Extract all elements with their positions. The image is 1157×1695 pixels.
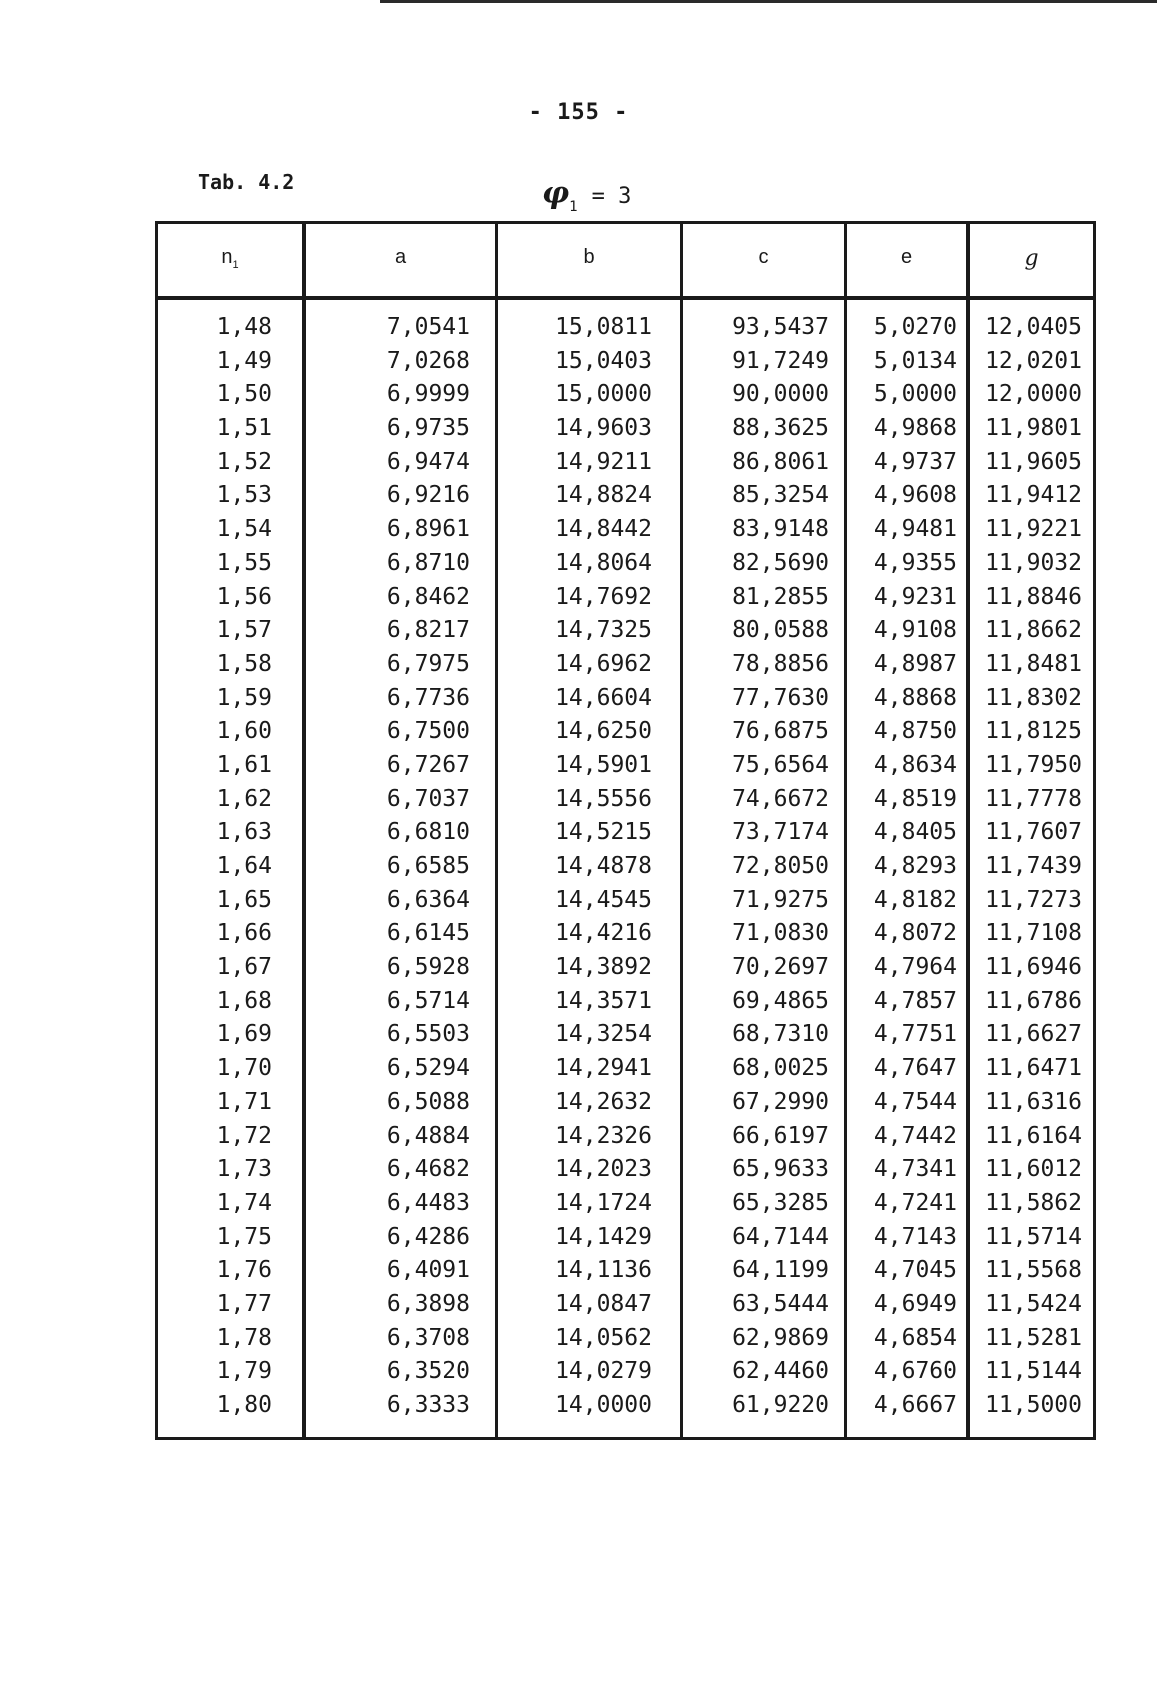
cell-e: 4,9608 [873, 482, 957, 509]
cell-e: 4,7544 [873, 1088, 957, 1115]
cell-b: 14,4216 [555, 920, 652, 947]
cell-c: 78,8856 [732, 650, 829, 677]
cell-a: 7,0268 [386, 347, 470, 374]
cell-e: 4,6760 [873, 1358, 957, 1385]
cell-n1: 1,72 [216, 1122, 272, 1149]
cell-g: 11,6471 [985, 1055, 1082, 1082]
cell-n1: 1,80 [216, 1392, 272, 1418]
cell-g: 11,6316 [985, 1088, 1082, 1115]
cell-e: 4,7341 [873, 1156, 957, 1183]
table-row [158, 1121, 1093, 1155]
cell-n1: 1,76 [216, 1257, 272, 1284]
cell-b: 14,8824 [555, 482, 652, 509]
cell-c: 91,7249 [732, 347, 829, 374]
cell-n1: 1,64 [216, 853, 272, 879]
cell-b: 14,3892 [555, 954, 652, 981]
cell-a: 6,9999 [386, 381, 470, 408]
cell-c: 83,9148 [732, 516, 829, 543]
cell-n1: 1,73 [216, 1156, 272, 1183]
cell-b: 14,0279 [555, 1358, 652, 1385]
cell-a: 6,8710 [386, 549, 470, 576]
cell-g: 12,0201 [985, 347, 1082, 374]
table-row [158, 346, 1093, 380]
cell-e: 4,9108 [873, 617, 957, 644]
cell-g: 11,5714 [985, 1223, 1082, 1250]
cell-e: 4,8293 [873, 853, 957, 879]
cell-g: 11,6012 [985, 1156, 1082, 1183]
cell-b: 14,3254 [555, 1021, 652, 1048]
cell-a: 7,0541 [386, 314, 470, 340]
cell-n1: 1,71 [216, 1088, 272, 1115]
cell-b: 14,1136 [555, 1257, 652, 1284]
cell-b: 14,5901 [555, 751, 652, 778]
cell-e: 4,7857 [873, 987, 957, 1014]
cell-n1: 1,69 [216, 1021, 272, 1048]
table-row [158, 750, 1093, 784]
cell-e: 5,0270 [873, 314, 957, 340]
cell-c: 81,2855 [732, 583, 829, 610]
cell-b: 14,4878 [555, 853, 652, 879]
cell-b: 14,0847 [555, 1290, 652, 1317]
cell-a: 6,8462 [386, 583, 470, 610]
header-rule [158, 296, 1093, 300]
cell-a: 6,3520 [386, 1358, 470, 1385]
table-row [158, 1356, 1093, 1390]
cell-n1: 1,49 [216, 347, 272, 374]
cell-e: 4,7647 [873, 1055, 957, 1082]
cell-g: 11,8662 [985, 617, 1082, 644]
cell-c: 85,3254 [732, 482, 829, 509]
cell-a: 6,6364 [386, 886, 470, 913]
cell-g: 12,0405 [985, 314, 1082, 340]
cell-a: 6,5294 [386, 1055, 470, 1082]
cell-c: 61,9220 [732, 1392, 829, 1418]
cell-g: 11,9605 [985, 448, 1082, 475]
cell-e: 4,8072 [873, 920, 957, 947]
cell-a: 6,6585 [386, 853, 470, 879]
cell-c: 90,0000 [732, 381, 829, 408]
cell-g: 12,0000 [985, 381, 1082, 408]
table-row [158, 952, 1093, 986]
table-label: Tab. 4.2 [198, 170, 295, 194]
cell-c: 76,6875 [732, 718, 829, 745]
cell-a: 6,3898 [386, 1290, 470, 1317]
table-row [158, 1390, 1093, 1424]
cell-g: 11,5000 [985, 1392, 1082, 1418]
table-row [158, 548, 1093, 582]
cell-b: 14,7325 [555, 617, 652, 644]
column-header-e: e [900, 246, 913, 268]
cell-n1: 1,53 [216, 482, 272, 509]
cell-a: 6,7975 [386, 650, 470, 677]
cell-g: 11,5281 [985, 1324, 1082, 1351]
cell-g: 11,6164 [985, 1122, 1082, 1149]
cell-c: 72,8050 [732, 853, 829, 879]
cell-e: 4,9355 [873, 549, 957, 576]
table-row [158, 1323, 1093, 1357]
cell-n1: 1,70 [216, 1055, 272, 1082]
table-row [158, 918, 1093, 952]
cell-a: 6,4884 [386, 1122, 470, 1149]
cell-c: 77,7630 [732, 684, 829, 711]
parameter-symbol: φ [542, 176, 570, 211]
column-header-a: a [394, 246, 407, 268]
cell-b: 14,2941 [555, 1055, 652, 1082]
cell-c: 86,8061 [732, 448, 829, 475]
cell-e: 5,0134 [873, 347, 957, 374]
cell-b: 14,3571 [555, 987, 652, 1014]
table-row [158, 413, 1093, 447]
cell-n1: 1,61 [216, 751, 272, 778]
cell-e: 4,6667 [873, 1392, 957, 1418]
table-row [158, 480, 1093, 514]
cell-e: 4,6949 [873, 1290, 957, 1317]
cell-e: 4,8182 [873, 886, 957, 913]
table-row [158, 582, 1093, 616]
cell-n1: 1,75 [216, 1223, 272, 1250]
table-row [158, 1255, 1093, 1289]
cell-c: 93,5437 [732, 314, 829, 340]
cell-c: 66,6197 [732, 1122, 829, 1149]
cell-a: 6,6145 [386, 920, 470, 947]
cell-a: 6,7736 [386, 684, 470, 711]
cell-a: 6,5714 [386, 987, 470, 1014]
cell-g: 11,9221 [985, 516, 1082, 543]
cell-b: 15,0403 [555, 347, 652, 374]
cell-e: 5,0000 [873, 381, 957, 408]
table-row [158, 379, 1093, 413]
cell-e: 4,6854 [873, 1324, 957, 1351]
table-row [158, 514, 1093, 548]
parameter-value: = 3 [591, 184, 632, 209]
cell-n1: 1,65 [216, 886, 272, 913]
cell-a: 6,9474 [386, 448, 470, 475]
cell-n1: 1,57 [216, 617, 272, 644]
table-row [158, 986, 1093, 1020]
cell-c: 64,1199 [732, 1257, 829, 1284]
cell-g: 11,6786 [985, 987, 1082, 1014]
cell-e: 4,9231 [873, 583, 957, 610]
cell-n1: 1,62 [216, 785, 272, 812]
cell-n1: 1,55 [216, 549, 272, 576]
cell-g: 11,8302 [985, 684, 1082, 711]
cell-e: 4,7241 [873, 1189, 957, 1216]
cell-g: 11,7607 [985, 819, 1082, 846]
cell-n1: 1,50 [216, 381, 272, 408]
column-header-n1: $n_1$ [221, 246, 239, 271]
cell-b: 14,9211 [555, 448, 652, 475]
cell-e: 4,7045 [873, 1257, 957, 1284]
cell-c: 75,6564 [732, 751, 829, 778]
cell-b: 15,0000 [555, 381, 652, 408]
cell-e: 4,9481 [873, 516, 957, 543]
cell-g: 11,6627 [985, 1021, 1082, 1048]
cell-c: 71,0830 [732, 920, 829, 947]
cell-g: 11,5144 [985, 1358, 1082, 1385]
cell-b: 14,6962 [555, 650, 652, 677]
cell-g: 11,7950 [985, 751, 1082, 778]
cell-c: 65,3285 [732, 1189, 829, 1216]
cell-c: 71,9275 [732, 886, 829, 913]
cell-g: 11,8481 [985, 650, 1082, 677]
table-row [158, 1188, 1093, 1222]
cell-b: 15,0811 [555, 314, 652, 340]
page-number: - 155 - [528, 100, 629, 125]
cell-c: 88,3625 [732, 415, 829, 442]
cell-b: 14,8064 [555, 549, 652, 576]
cell-g: 11,7439 [985, 853, 1082, 879]
cell-a: 6,4483 [386, 1189, 470, 1216]
cell-e: 4,8634 [873, 751, 957, 778]
scan-top-edge-rule [380, 0, 1157, 3]
cell-g: 11,9412 [985, 482, 1082, 509]
cell-c: 73,7174 [732, 819, 829, 846]
cell-b: 14,9603 [555, 415, 652, 442]
cell-g: 11,7273 [985, 886, 1082, 913]
cell-c: 62,9869 [732, 1324, 829, 1351]
cell-c: 62,4460 [732, 1358, 829, 1385]
table-row [158, 851, 1093, 885]
cell-g: 11,9801 [985, 415, 1082, 442]
cell-g: 11,8846 [985, 583, 1082, 610]
cell-e: 4,8868 [873, 684, 957, 711]
cell-a: 6,5088 [386, 1088, 470, 1115]
cell-a: 6,9216 [386, 482, 470, 509]
cell-g: 11,6946 [985, 954, 1082, 981]
table-row [158, 683, 1093, 717]
cell-b: 14,5215 [555, 819, 652, 846]
table-row [158, 447, 1093, 481]
cell-b: 14,2023 [555, 1156, 652, 1183]
cell-n1: 1,67 [216, 954, 272, 981]
cell-a: 6,3708 [386, 1324, 470, 1351]
cell-a: 6,5503 [386, 1021, 470, 1048]
cell-n1: 1,74 [216, 1189, 272, 1216]
table-row [158, 1289, 1093, 1323]
table-row [158, 649, 1093, 683]
cell-b: 14,8442 [555, 516, 652, 543]
cell-a: 6,7500 [386, 718, 470, 745]
cell-e: 4,7751 [873, 1021, 957, 1048]
cell-b: 14,0562 [555, 1324, 652, 1351]
cell-n1: 1,78 [216, 1324, 272, 1351]
cell-e: 4,8405 [873, 819, 957, 846]
table-body [158, 312, 1093, 1424]
value-table [155, 221, 1096, 1440]
cell-g: 11,5862 [985, 1189, 1082, 1216]
cell-e: 4,9737 [873, 448, 957, 475]
cell-n1: 1,59 [216, 684, 272, 711]
cell-c: 74,6672 [732, 785, 829, 812]
table-row [158, 784, 1093, 818]
table-parameter [542, 176, 632, 215]
table-row [158, 312, 1093, 346]
cell-c: 82,5690 [732, 549, 829, 576]
cell-a: 6,8217 [386, 617, 470, 644]
cell-n1: 1,48 [216, 314, 272, 340]
parameter-subscript: 1 [569, 199, 578, 215]
cell-c: 68,0025 [732, 1055, 829, 1082]
cell-e: 4,8750 [873, 718, 957, 745]
table-row [158, 1154, 1093, 1188]
cell-b: 14,2632 [555, 1088, 652, 1115]
cell-n1: 1,63 [216, 819, 272, 846]
cell-g: 11,5568 [985, 1257, 1082, 1284]
cell-a: 6,3333 [386, 1392, 470, 1418]
table-row [158, 1053, 1093, 1087]
cell-c: 65,9633 [732, 1156, 829, 1183]
cell-g: 11,8125 [985, 718, 1082, 745]
cell-e: 4,7442 [873, 1122, 957, 1149]
cell-c: 68,7310 [732, 1021, 829, 1048]
cell-a: 6,6810 [386, 819, 470, 846]
table-row [158, 817, 1093, 851]
cell-b: 14,6250 [555, 718, 652, 745]
cell-c: 63,5444 [732, 1290, 829, 1317]
cell-b: 14,5556 [555, 785, 652, 812]
cell-a: 6,5928 [386, 954, 470, 981]
cell-e: 4,7143 [873, 1223, 957, 1250]
cell-g: 11,7778 [985, 785, 1082, 812]
cell-g: 11,5424 [985, 1290, 1082, 1317]
cell-c: 67,2990 [732, 1088, 829, 1115]
cell-e: 4,8987 [873, 650, 957, 677]
table-row [158, 1019, 1093, 1053]
cell-a: 6,9735 [386, 415, 470, 442]
cell-n1: 1,68 [216, 987, 272, 1014]
cell-a: 6,4682 [386, 1156, 470, 1183]
cell-c: 69,4865 [732, 987, 829, 1014]
column-header-b: b [583, 246, 595, 268]
cell-n1: 1,60 [216, 718, 272, 745]
cell-a: 6,7037 [386, 785, 470, 812]
cell-c: 64,7144 [732, 1223, 829, 1250]
cell-n1: 1,56 [216, 583, 272, 610]
cell-n1: 1,58 [216, 650, 272, 677]
table-row [158, 615, 1093, 649]
table-row [158, 716, 1093, 750]
cell-a: 6,8961 [386, 516, 470, 543]
cell-a: 6,4286 [386, 1223, 470, 1250]
column-header-c: c [758, 246, 769, 268]
cell-c: 80,0588 [732, 617, 829, 644]
cell-n1: 1,66 [216, 920, 272, 947]
cell-e: 4,7964 [873, 954, 957, 981]
cell-a: 6,7267 [386, 751, 470, 778]
cell-b: 14,2326 [555, 1122, 652, 1149]
cell-n1: 1,79 [216, 1358, 272, 1385]
cell-b: 14,7692 [555, 583, 652, 610]
cell-c: 70,2697 [732, 954, 829, 981]
cell-n1: 1,54 [216, 516, 272, 543]
column-header-g: g [1024, 246, 1039, 271]
cell-e: 4,9868 [873, 415, 957, 442]
cell-g: 11,7108 [985, 920, 1082, 947]
cell-n1: 1,51 [216, 415, 272, 442]
cell-a: 6,4091 [386, 1257, 470, 1284]
cell-e: 4,8519 [873, 785, 957, 812]
table-row [158, 885, 1093, 919]
table-row [158, 1087, 1093, 1121]
table-row [158, 1222, 1093, 1256]
cell-g: 11,9032 [985, 549, 1082, 576]
cell-b: 14,1429 [555, 1223, 652, 1250]
cell-n1: 1,77 [216, 1290, 272, 1317]
cell-b: 14,6604 [555, 684, 652, 711]
cell-b: 14,0000 [555, 1392, 652, 1418]
cell-b: 14,4545 [555, 886, 652, 913]
cell-b: 14,1724 [555, 1189, 652, 1216]
cell-n1: 1,52 [216, 448, 272, 475]
